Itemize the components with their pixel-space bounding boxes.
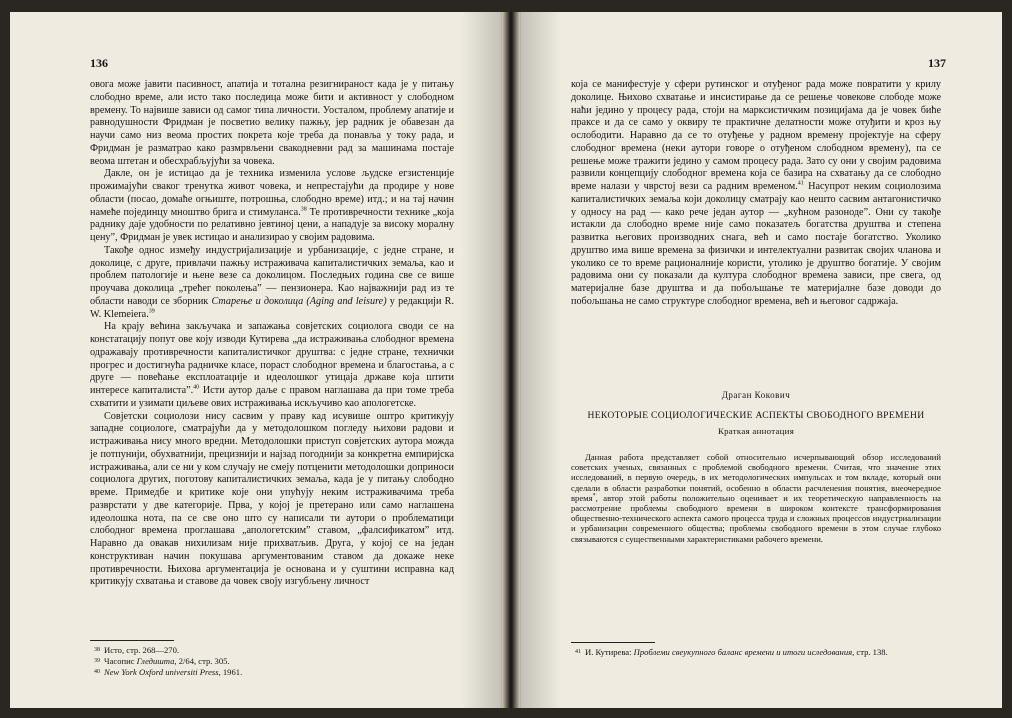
page-number: 137	[928, 56, 946, 70]
paragraph	[90, 245, 454, 322]
footnote	[90, 656, 454, 667]
paragraph	[571, 452, 941, 544]
paragraph-text: овога може јавити пасивност, апатија и тотална резигнираност када је у питању слободно време, али исто тако последица може бити и активност у слободном времену. То највише зависи од самог типа личности. Уосталом, проблему апатије и равнодушности Фридман је посветио велику пажњу, јер радник је обавезан да научи само низ веома простих покрета које треба да понавља у току рада, и Фридман је разматрао како размрвљени свакодневни рад за машинама постаје веома штетан и обесхрабљујући за човека.	[90, 79, 454, 167]
paragraph	[90, 321, 454, 410]
footnote-text: Часопис	[104, 656, 137, 666]
footnote-text: 2/64, стр. 305.	[176, 656, 230, 666]
paragraph-text: Данная работа представляет собой относительно исчерпывающий обзор исследований советских ученых, связанных с проблемой свободного времени. Считая, что значение этих исследований, в первую очередь, в их методологических импульсах и том вкладе, который они сделали в области разработки понятий, особенно в области расчленения понятия, внеочередное время	[571, 452, 941, 503]
right-page	[520, 12, 1002, 708]
footnote-number: 39	[94, 658, 100, 664]
book-title: Старење и доколица (Aging and leisure)	[211, 295, 387, 307]
footnotes	[90, 645, 454, 678]
paragraph-text: Совјетски социолози нису сасвим у праву кад исувише оштро критикују западне социологе, сматрајући да у методолошком погледу њихови радови и истраживања нису много вредни. Методолошки приступ совјетских аутора можда је потпунији, обухватнији, прецизнији и најзад погоднији за конкретна емпиријска истраживања, али се ни у ком случају не смеју потценити методолошки доприноси социолога других, поготову капиталистичких земаља, када је у питању слободно време. Примедбе и критике које они упућују неким истраживачима треба разврстати у две категорије. Прва, у којој је претерано или само наглашена идеолошка нота, па се све оно што су написали ти аутори о проблематици слободног времена проглашава „апологетским” ставом, „фалсификатом” итд. Наравно да овакав нихилизам није прихватљив. Друга, у којој се на један конструктиван начин покушава аргументованим ставом да докаже неке противречности. Њихова аргументација је основана и у суштини исправна кад критикују схватања и ставове да човек своју изгубљену личност	[90, 410, 454, 588]
summary-title: НЕКОТОРЫЕ СОЦИОЛОГИЧЕСКИЕ АСПЕКТЫ СВОБОДНОГО ВРЕМЕНИ	[587, 410, 925, 421]
footnote-divider	[90, 640, 174, 641]
footnote-ref: *	[592, 492, 596, 499]
footnote-ref: 38	[300, 206, 307, 213]
footnote-text: И. Кутирева:	[585, 647, 634, 657]
footnote-ref: 39	[148, 308, 155, 315]
footnote	[90, 667, 454, 678]
footnote-text: 1961.	[220, 667, 243, 677]
paragraph-text: у редакцији R. W. Klemeiera.	[90, 295, 454, 320]
paragraph-text: Такође однос између индустријализације и урбанизације, с једне стране, и доколице, с друге, привлачи пажњу истраживача капиталистичких земаља, као и проблем патологије и њене везе са доколицом. Последњих година све се више проучава доколица „трећег поколења” — пензионера. Као најважнији рад из те области наводи се зборник	[90, 244, 454, 307]
paragraph-text: Те противречности технике „која раднику даје удобности по релативно јевтиној цени, а нападује за високу моралну цену”, Фридман је увек истицао и анализирао у својим радовима.	[90, 206, 454, 243]
footnote-text: стр. 138.	[854, 647, 888, 657]
paragraph-text: , автор этой работы положительно оценивает и их теоретическую направленность на рассмотрение проблемы свободного времени в широком контексте трансформирования общественно-технического аспекта самого процесса труда и сложных процессов индустриализации и урбанизации современного общества; проблемы свободного времени в этом случае глубоко связываются с существенными характеристиками рабочего времени.	[571, 492, 941, 544]
body-text	[90, 79, 454, 589]
summary-subtitle: Краткая аннотация	[717, 426, 795, 436]
book-gutter	[502, 12, 520, 708]
footnote-number: 38	[94, 647, 100, 653]
paragraph-text: Насупрот неким социолозима капиталистичких земаља који доколицу сматрају као нешто сасвим антагонистичко у односу на рад — како рече један аутор — „кућном разоноде”. Они су такође истакли да слободно време није само показатељ богатства друштва и степена развитка његових производних снага, већ и само постаје богатство. Уколико друштво има више времена за физички и интелектуални развитак својих чланова и уколико се то време рационалније користи, утолико је друштво богатије. У својим радовима они су показали да култура слободног времена зависи, пре свега, од материјалне базе друштва и да побољшање те материјалне базе доводи до побољшања не само структуре слободног времена, већ и његовог садржаја.	[571, 181, 941, 307]
footnotes	[571, 647, 941, 658]
paragraph-text: Исти аутор даље с правом наглашава да при томе треба схватити и узимати циљеве ових истраживања искључиво као апологетске.	[90, 385, 454, 409]
footnote	[571, 647, 941, 658]
paragraph-text: Даклe, он је истицао да је техника изменила услове људске егзистенције прожимајући сваког тренутка живот човека, и непрестајући да продире у нове области (посао, домаће огњиште, потрошња, слободно време) итд.; и на тај начин намеће појединцу мноштво брига и стимуланса.	[90, 168, 454, 218]
footnote-title: Гледишта,	[136, 656, 177, 666]
paragraph	[571, 79, 941, 309]
paragraph	[90, 79, 454, 168]
footnote-ref: 41	[797, 180, 804, 187]
footnote-ref: 40	[193, 384, 200, 391]
footnote-text: Исто, стр. 268—270.	[104, 645, 180, 655]
page-number: 136	[90, 56, 108, 70]
paragraph	[90, 411, 454, 590]
summary-body	[571, 452, 941, 544]
footnote-number: 41	[575, 649, 581, 655]
body-text	[571, 79, 941, 309]
footnote	[90, 645, 454, 656]
footnote-title: Проблеми свеукупного баланс времени и итоги иследования,	[633, 647, 855, 657]
author-name: Драган Кокович	[721, 390, 791, 400]
paragraph	[90, 168, 454, 245]
footnote-title: New York Oxford universiti Press,	[104, 667, 221, 677]
paragraph-text: која се манифестује у сфери рутинског и отуђеног рада може повратити у крилу доколице. Њихово схватање и инсистирање да се решење човекове слободе може наћи једино у процесу рада, стоји на марксистичким позицијама да је човек биће праксе и да се само у оквиру те практичне делатности може отуђити и кроз њу ослободити. Наравно да се то отуђење у радном времену пројектује на сферу слободног времена (неки аутори говоре о отуђеном слободном времену), па се решење може тражити једино у самом процесу рада. Зато су они у својим радовима развили концепцију слободног времена која се базира на схватању да се слободно време налази у чврстој вези са радним временом.	[571, 79, 941, 192]
paragraph-text: На крају већина закључака и запажања совјетских социолога своди се на констатацију попут ове коју изводи Кутирева „да истраживања слободног времена одражавају противречности капиталистичког друштва: с једне стране, технички прогрес и достигнућа радничке класе, пораст слободног времена и благостања, а с друге — повећање експлоатације и идеолошког утицаја државе која штити интересе капиталиста”.	[90, 321, 454, 396]
summary-header	[571, 390, 941, 436]
footnote-number: 40	[94, 669, 100, 675]
left-page	[10, 12, 502, 708]
footnote-divider	[571, 642, 655, 643]
